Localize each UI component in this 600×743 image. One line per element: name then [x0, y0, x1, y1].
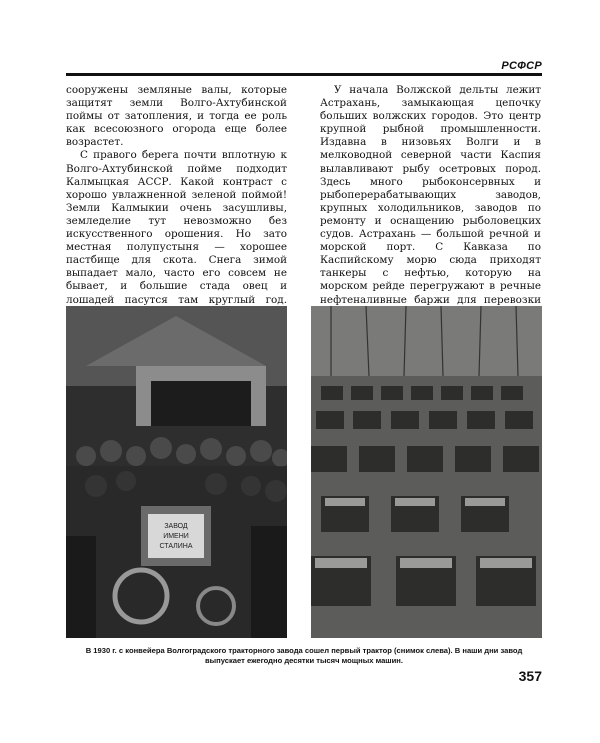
page-number: 357 [518, 668, 542, 684]
svg-text:СТАЛИНА: СТАЛИНА [159, 543, 193, 550]
paragraph: У начала Волжской дельты лежит Астрахань, замыкающая цепочку больших волжских городов. Это центр крупной рыбной промышленности. Издавна в низовьях Волги и в мелководной северной части Каспия вылавливают рыбу осетровых пород. Здесь много рыбоконсервных и рыбоперерабатывающих заводов, крупных холодильников, заводов по ремонту и оснащению рыболовецких судов. Астрахань — большой речной и морской порт. С Кавказа по Каспийскому морю сюда приходят танкеры с нефтью, которую на морском рейде перегружают в речные нефтеналивные баржи для перевозки [320, 84, 541, 306]
header-rule [66, 73, 542, 76]
running-header [66, 60, 542, 74]
tractor-rows-photo [311, 306, 542, 638]
svg-text:ИМЕНИ: ИМЕНИ [163, 533, 189, 540]
paragraph: сооружены земляные валы, которые защитят земли Волго-Ахтубинской поймы от затопления, и тогда ее роль как всесоюзного огорода еще более возрастет. [66, 84, 287, 149]
paragraph: С правого берега почти вплотную к Волго-Ахтубинской пойме подходит Калмыцкая АССР. Какой контраст с хорошо увлажненной зеленой поймой! Земли Калмыкии очень засушливы, земледелие тут невозможно без искусственного орошения. Но зато местная полупустыня — хорошее пастбище для скота. Снега зимой выпадает мало, часто его совсем не бывает, и большие стада овец и лошадей пасутся там круглый год. [66, 149, 287, 306]
photo-caption: В 1930 г. с конвейера Волгоградского тракторного завода сошел первый трактор (снимок слева). В наши дни завод выпускает ежегодно десятки тысяч мощных машин. [85, 646, 523, 665]
svg-text:ЗАВОД: ЗАВОД [164, 523, 188, 530]
section-title: РСФСР [501, 60, 542, 72]
first-tractor-photo [66, 306, 287, 638]
